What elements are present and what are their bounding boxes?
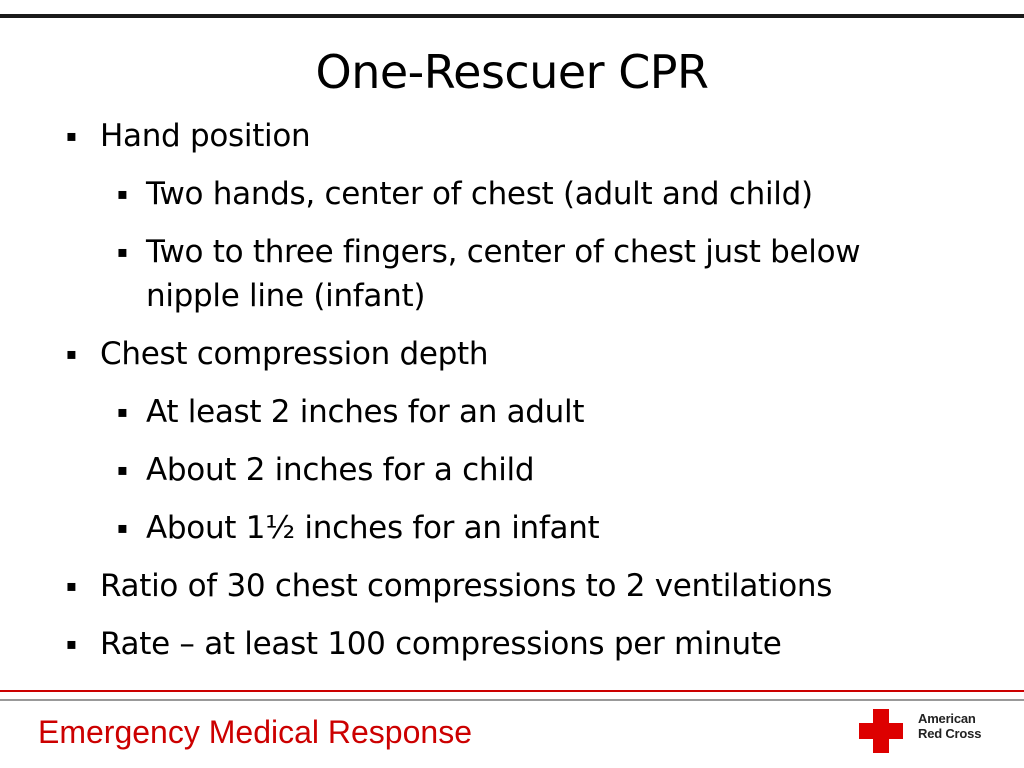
footer-course-title: Emergency Medical Response <box>38 714 472 750</box>
sub-bullet-text: About 2 inches for a child <box>146 452 535 488</box>
bullet-list <box>0 114 1024 680</box>
logo-line-2: Red Cross <box>918 726 982 741</box>
bullet-text: Rate – at least 100 compressions per minute <box>100 626 782 662</box>
logo-line-1: American <box>918 711 976 726</box>
sub-bullet-item <box>0 448 1024 492</box>
slide-title: One-Rescuer CPR <box>315 45 709 99</box>
sub-bullet-item <box>0 506 1024 550</box>
footer-divider-gray <box>0 699 1024 701</box>
bullet-item <box>0 332 1024 376</box>
square-bullet-icon: ▪ <box>66 634 77 653</box>
square-bullet-icon: ▪ <box>117 518 128 537</box>
footer-divider-red <box>0 690 1024 692</box>
bullet-item <box>0 622 1024 666</box>
sub-bullet-text: Two to three fingers, center of chest just below nipple line (infant) <box>146 234 861 314</box>
square-bullet-icon: ▪ <box>117 184 128 203</box>
sub-bullet-text: At least 2 inches for an adult <box>146 394 585 430</box>
square-bullet-icon: ▪ <box>66 576 77 595</box>
bullet-text: Chest compression depth <box>100 336 489 372</box>
sub-bullet-text: About 1½ inches for an infant <box>146 510 600 546</box>
bullet-text: Ratio of 30 chest compressions to 2 ventilations <box>100 568 833 604</box>
american-red-cross-logo <box>858 708 1008 754</box>
top-divider <box>0 14 1024 18</box>
square-bullet-icon: ▪ <box>117 460 128 479</box>
red-cross-icon <box>858 708 904 754</box>
square-bullet-icon: ▪ <box>117 402 128 421</box>
sub-bullet-item <box>0 230 1024 318</box>
bullet-text: Hand position <box>100 118 311 154</box>
square-bullet-icon: ▪ <box>66 126 77 145</box>
bullet-item <box>0 114 1024 158</box>
logo-wordmark <box>918 711 981 741</box>
sub-bullet-item <box>0 390 1024 434</box>
square-bullet-icon: ▪ <box>117 242 128 261</box>
sub-bullet-text: Two hands, center of chest (adult and child) <box>146 176 813 212</box>
bullet-item <box>0 564 1024 608</box>
sub-bullet-item <box>0 172 1024 216</box>
square-bullet-icon: ▪ <box>66 344 77 363</box>
